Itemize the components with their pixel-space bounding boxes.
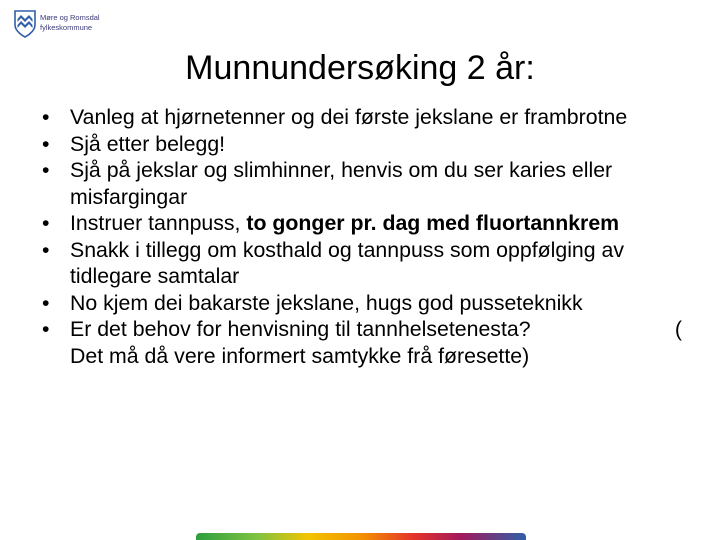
bullet-item — [42, 131, 692, 158]
bullet-text: No kjem dei bakarste jekslane, hugs god pusseteknikk — [70, 290, 583, 315]
bullet-dot: • — [42, 131, 50, 156]
bullet-item — [42, 104, 692, 131]
county-shield-icon — [14, 10, 36, 38]
bullet-dot: • — [42, 105, 50, 129]
bullet-dot: • — [42, 290, 50, 315]
bullet-text: Sjå på jekslar og slimhinner, henvis om du ser karies eller misfargingar — [70, 158, 613, 209]
bullet-text: Snakk i tillegg om kosthald og tannpuss som oppfølging av tidlegare samtalar — [70, 237, 625, 288]
logo-line-1: Møre og Romsdal — [40, 13, 100, 22]
bullet-text-continued: Det må då vere informert samtykke frå føresette) — [70, 343, 530, 368]
logo-line-2: fylkeskommune — [40, 23, 93, 32]
bullet-list — [42, 104, 692, 369]
logo-wordmark — [40, 13, 100, 33]
bullet-bold-text: to gonger pr. dag med fluortannkrem — [246, 211, 620, 235]
bullet-dot: • — [42, 158, 50, 182]
bullet-text: Sjå etter belegg! — [70, 131, 226, 156]
bullet-paren: ( — [674, 317, 682, 341]
bullet-item — [42, 157, 692, 210]
bullet-dot: • — [42, 211, 50, 235]
bullet-dot: • — [42, 317, 50, 341]
bullet-item — [42, 210, 692, 237]
bullet-item — [42, 290, 692, 317]
bullet-item — [42, 316, 692, 369]
bullet-text: Vanleg at hjørnetenner og dei første jekslane er frambrotne — [70, 105, 628, 129]
bullet-dot: • — [42, 237, 50, 262]
bullet-text: Instruer tannpuss, — [70, 211, 247, 235]
brand-color-bar — [196, 533, 526, 540]
bullet-text: Er det behov for henvisning til tannhelsetenesta? — [70, 317, 531, 341]
bullet-item — [42, 237, 692, 290]
slide-title: Munnundersøking 2 år: — [185, 49, 535, 87]
county-logo — [14, 10, 124, 46]
